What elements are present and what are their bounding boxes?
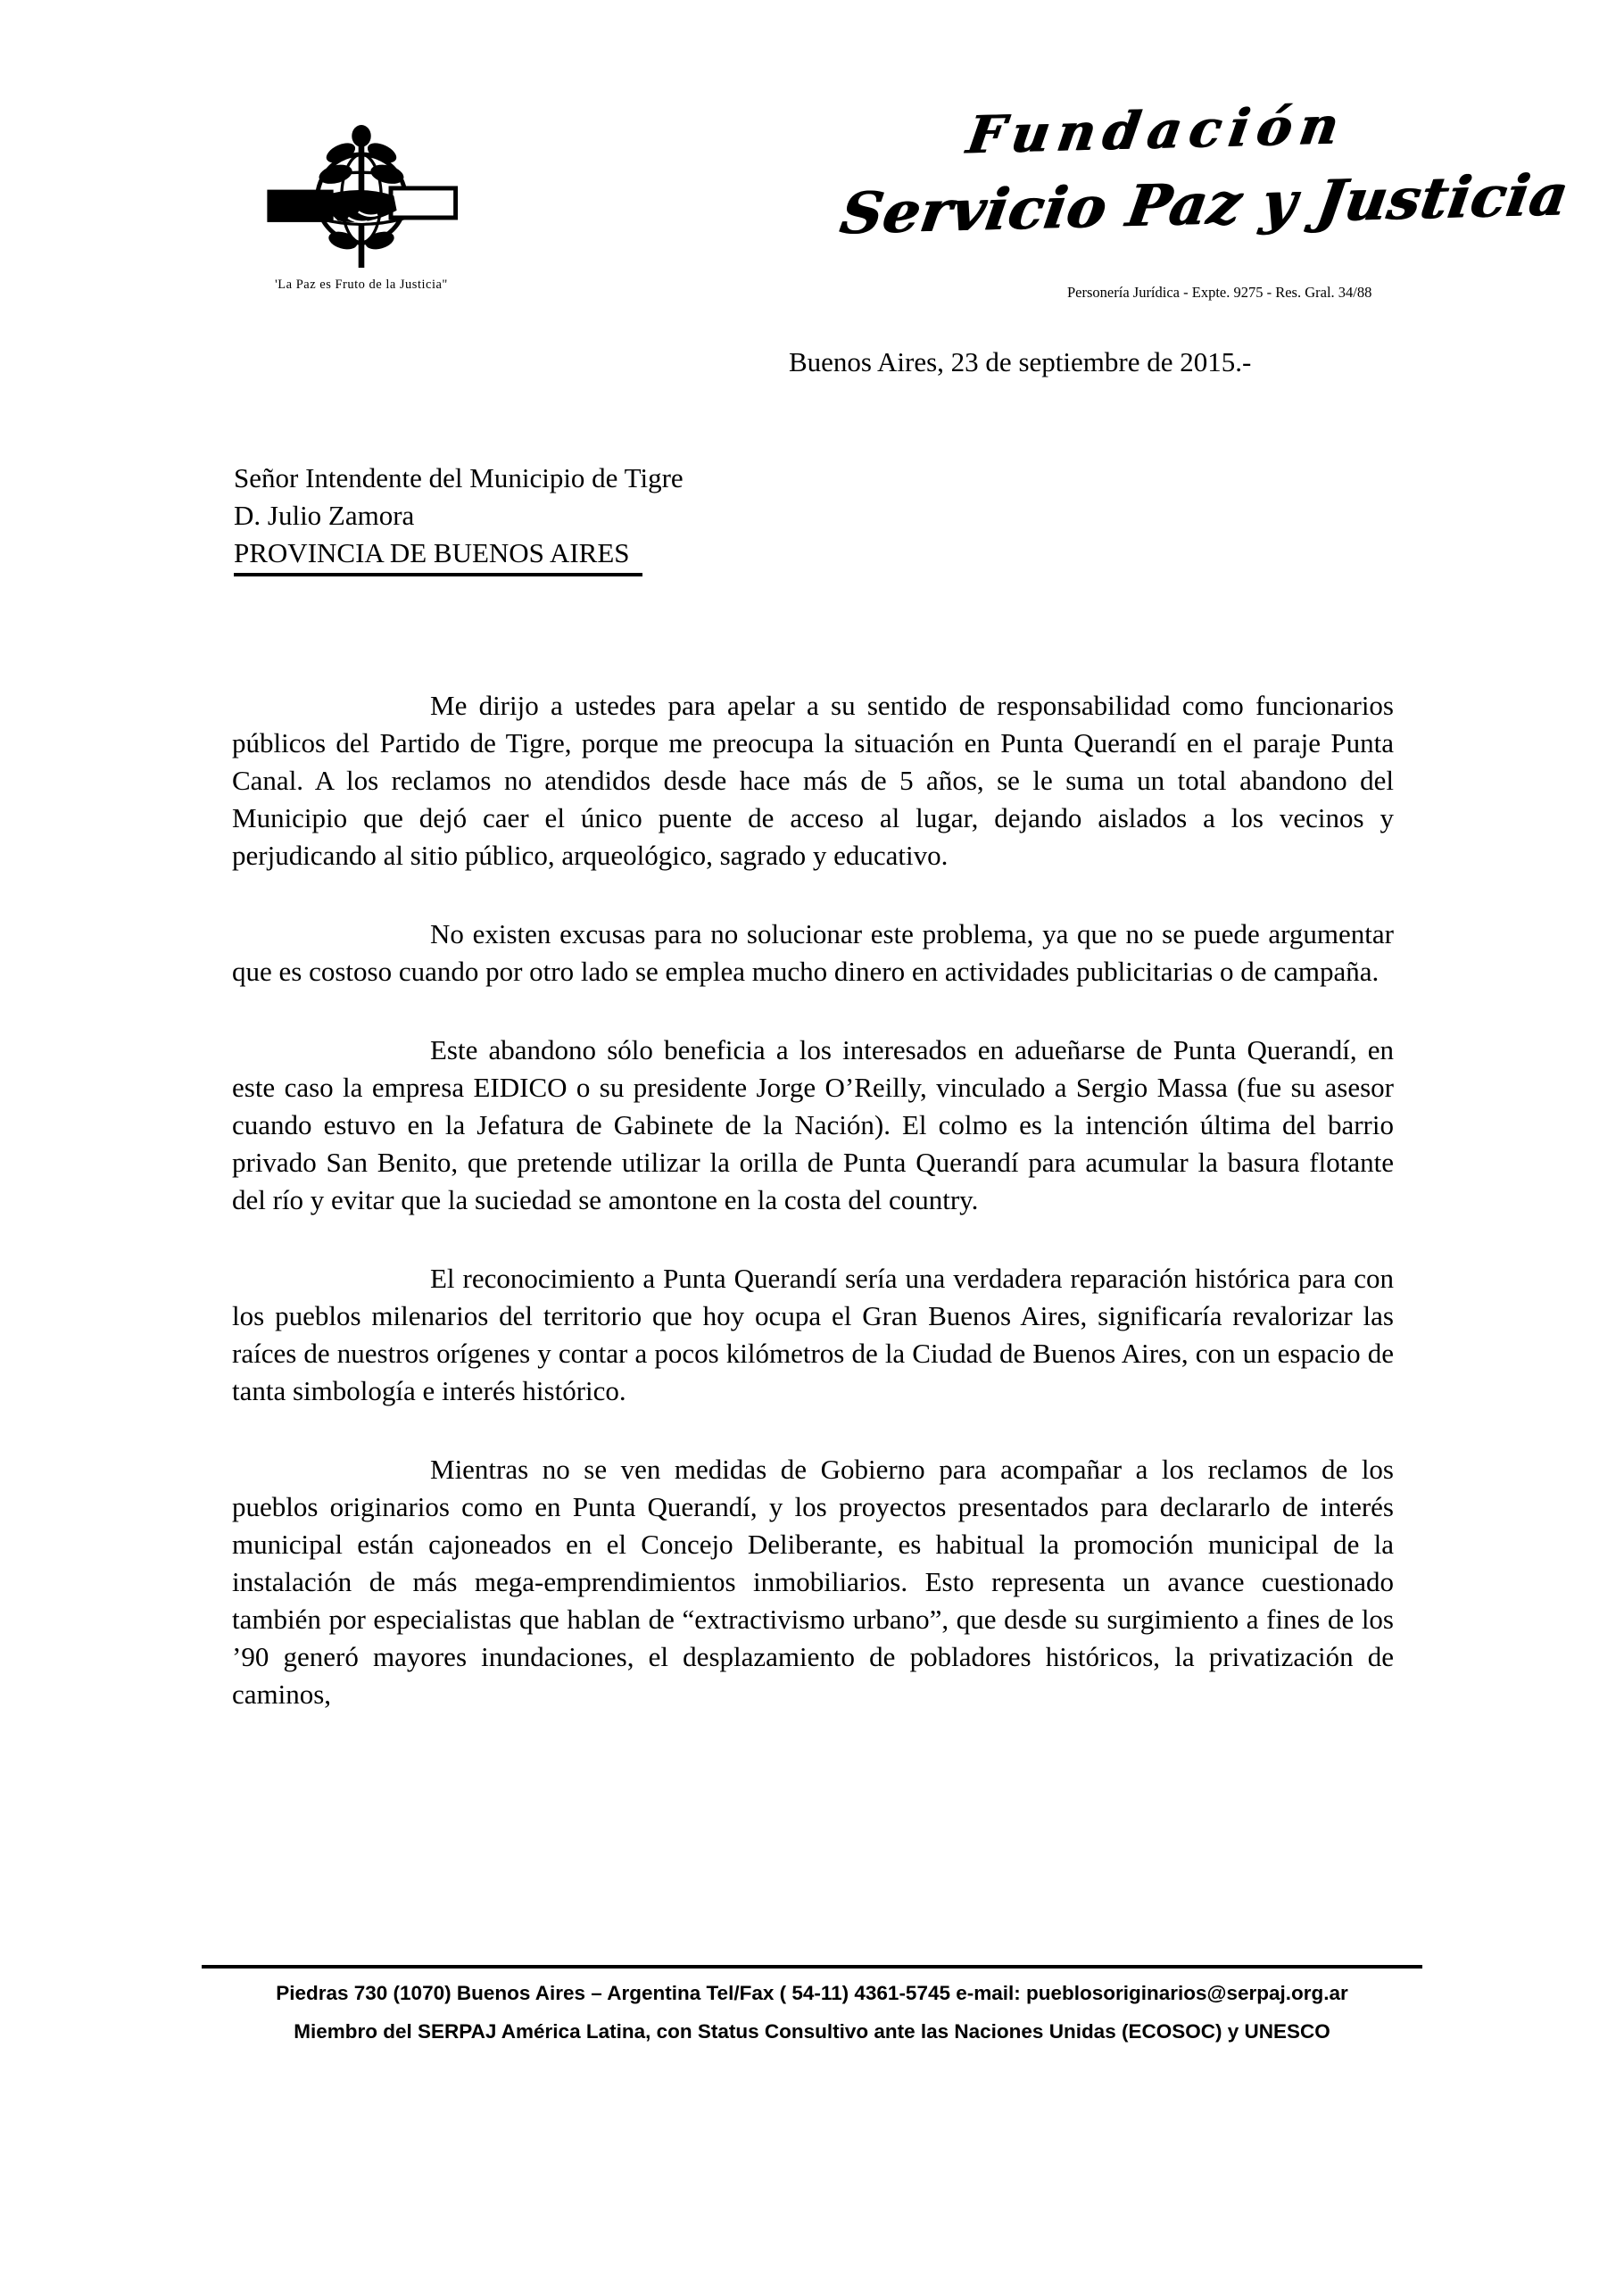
org-name-script-line1: Fundación [962, 95, 1350, 166]
handshake-globe-logo-icon [264, 125, 459, 272]
letter-paragraph-2: No existen excusas para no solucionar este problema, ya que no se puede argumentar que es costoso cuando por otro lado se emplea mucho dinero en actividades publicitarias o de campaña. [232, 918, 1394, 987]
serpaj-logo-block [245, 125, 477, 293]
recipient-line-3: PROVINCIA DE BUENOS AIRES [234, 535, 684, 576]
letter-paragraph-1: Me dirijo a ustedes para apelar a su sentido de responsabilidad como funcionarios públicos del Partido de Tigre, porque me preocupa la situación en Punta Querandí en el paraje Punta Canal. A los reclamos no atendidos desde hace más de 5 años, se le suma un total abandono del Municipio que dejó caer el único puente de acceso al lugar, dejando aislados a los vecinos y perjudicando al sitio público, arqueológico, sagrado y educativo. [232, 690, 1394, 871]
footer-divider [202, 1965, 1422, 1969]
letter-body [232, 687, 1394, 1754]
recipient-line-2: D. Julio Zamora [234, 500, 415, 531]
org-name-script-line2: Servicio Paz y Justicia [835, 162, 1573, 248]
recipient-block [234, 460, 684, 576]
footer-address-line: Piedras 730 (1070) Buenos Aires – Argentina Tel/Fax ( 54-11) 4361-5745 e-mail: pueblosoriginarios@serpaj.org.ar [276, 1982, 1348, 2004]
letter-paragraph-5: Mientras no se ven medidas de Gobierno para acompañar a los reclamos de los pueblos originarios como en Punta Querandí, y los proyectos presentados para declararlo de interés municipal están cajoneados en el Concejo Deliberante, es habitual la promoción municipal de la instalación de más mega-emprendimientos inmobiliarios. Esto representa un avance cuestionado también por especialistas que hablan de “extractivismo urbano”, que desde su surgimiento a fines de los ’90 generó mayores inundaciones, el desplazamiento de pobladores históricos, la privatización de caminos, [232, 1454, 1394, 1710]
recipient-line-1: Señor Intendente del Municipio de Tigre [234, 462, 684, 493]
letter-paragraph-3: Este abandono sólo beneficia a los interesados en adueñarse de Punta Querandí, en este caso la empresa EIDICO o su presidente Jorge O’Reilly, vinculado a Sergio Massa (fue su asesor cuando estuvo en la Jefatura de Gabinete de la Nación). El colmo es la intención última del barrio privado San Benito, que pretende utilizar la orilla de Punta Querandí para acumular la basura flotante del río y evitar que la suciedad se amontone en la costa del country. [232, 1034, 1394, 1215]
legal-registration-line: Personería Jurídica - Expte. 9275 - Res. Gral. 34/88 [1067, 284, 1372, 301]
dateline: Buenos Aires, 23 de septiembre de 2015.- [789, 346, 1252, 377]
footer-block [98, 1974, 1526, 2051]
logo-motto: 'La Paz es Fruto de la Justicia" [275, 278, 448, 292]
footer-membership-line: Miembro del SERPAJ América Latina, con Status Consultivo ante las Naciones Unidas (ECOSOC) y UNESCO [294, 2020, 1330, 2043]
letter-paragraph-4: El reconocimiento a Punta Querandí sería una verdadera reparación histórica para con los pueblos milenarios del territorio que hoy ocupa el Gran Buenos Aires, significaría revalorizar las raíces de nuestros orígenes y contar a pocos kilómetros de la Ciudad de Buenos Aires, con un espacio de tanta simbología e interés histórico. [232, 1263, 1394, 1406]
